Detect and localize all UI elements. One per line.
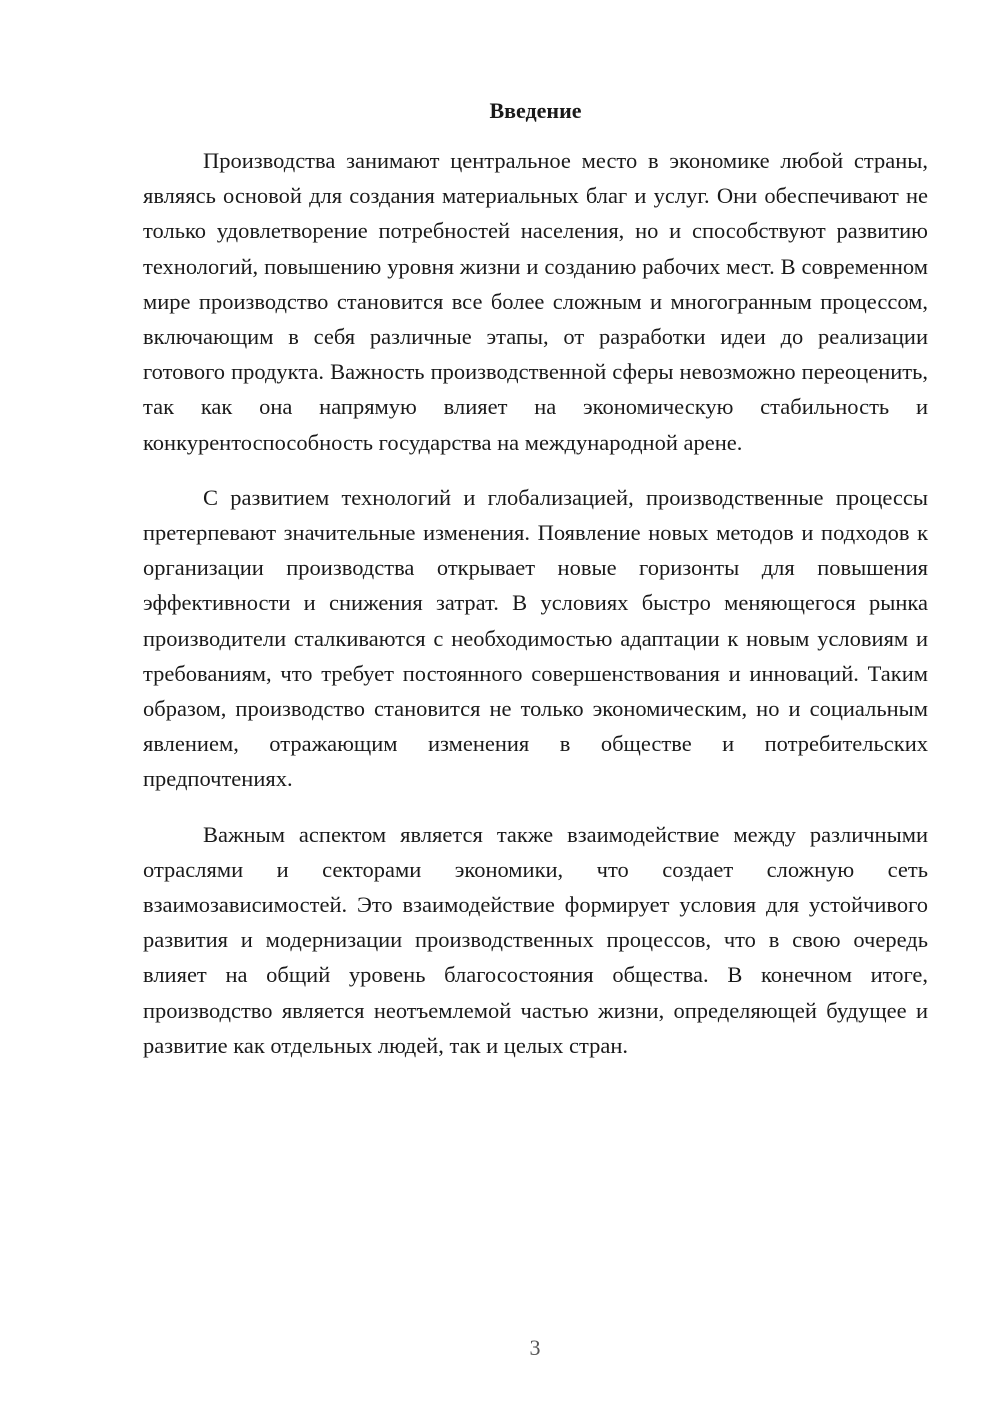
paragraph-1: Производства занимают центральное место в экономике любой страны, являясь основой для создания материальных благ и услуг. Они обеспечивают не только удовлетворение потребностей населения, но и способствуют развитию технологий, повышению уровня жизни и созданию рабочих мест. В современном мире производство становится все более сложным и многогранным процессом, включающим в себя различные этапы, от разработки идеи до реализации готового продукта. Важность производственной сферы невозможно переоценить, так как она напрямую влияет на экономическую стабильность и конкурентоспособность государства на международной арене.	[143, 148, 928, 455]
paragraph-3: Важным аспектом является также взаимодействие между различными отраслями и секторами экономики, что создает сложную сеть взаимозависимостей. Это взаимодействие формирует условия для устойчивого развития и модернизации производственных процессов, что в свою очередь влияет на общий уровень благосостояния общества. В конечном итоге, производство является неотъемлемой частью жизни, определяющей будущее и развитие как отдельных людей, так и целых стран.	[143, 821, 928, 1058]
page-number: 3	[529, 1335, 541, 1360]
section-title: Введение	[489, 98, 582, 123]
paragraph-2: С развитием технологий и глобализацией, производственные процессы претерпевают значительные изменения. Появление новых методов и подходов к организации производства открывает новые горизонты для повышения эффективности и снижения затрат. В условиях быстро меняющегося рынка производители сталкиваются с необходимостью адаптации к новым условиям и требованиям, что требует постоянного совершенствования и инноваций. Таким образом, производство становится не только экономическим, но и социальным явлением, отражающим изменения в обществе и потребительских предпочтениях.	[143, 484, 928, 792]
body-text	[143, 143, 928, 1063]
